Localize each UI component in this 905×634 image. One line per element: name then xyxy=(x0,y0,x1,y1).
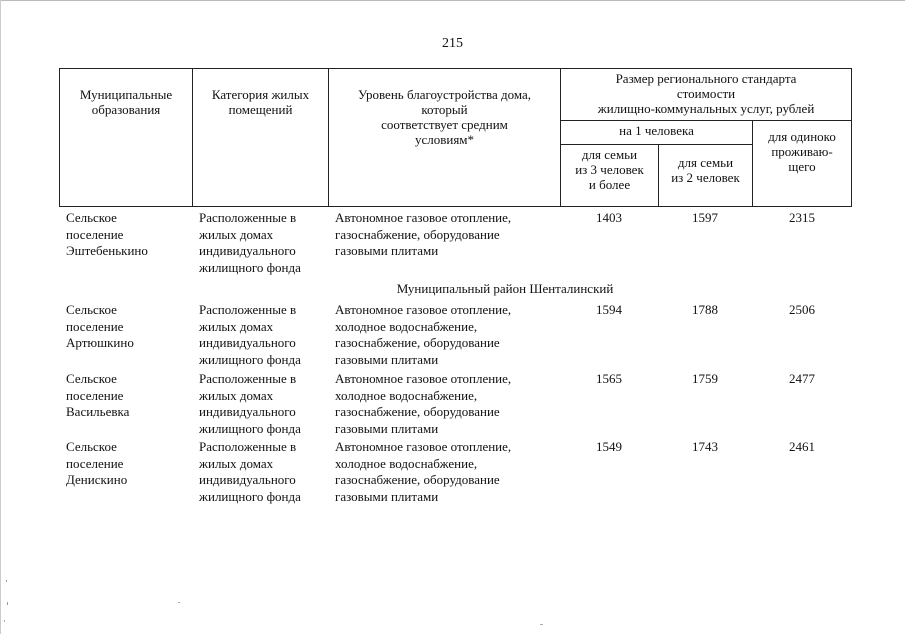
header-municipality: Муниципальные образования xyxy=(60,69,193,207)
header-family-2: для семьи из 2 человек xyxy=(659,145,753,207)
scan-speck xyxy=(540,624,543,625)
cell-category: Расположенные в жилых домах индивидуального жилищного фонда xyxy=(199,371,301,436)
cell-single: 2315 xyxy=(789,210,815,225)
cell-level: Автономное газовое отопление, холодное водоснабжение, газоснабжение, оборудование газовыми плитами xyxy=(335,302,512,367)
cell-municipality: Сельское поселение Васильевка xyxy=(66,371,130,419)
header-standard-size: Размер регионального стандарта стоимости жилищно-коммунальных услуг, рублей xyxy=(561,69,852,121)
cell-municipality: Сельское поселение Денискино xyxy=(66,439,128,487)
scan-speck xyxy=(178,602,180,603)
header-per-person: на 1 человека xyxy=(561,121,753,145)
cell-category: Расположенные в жилых домах индивидуального жилищного фонда xyxy=(199,302,301,367)
cell-family-3: 1565 xyxy=(596,371,622,386)
cell-family-2: 1743 xyxy=(692,439,718,454)
cell-category: Расположенные в жилых домах индивидуального жилищного фонда xyxy=(199,439,301,504)
cell-municipality: Сельское поселение Артюшкино xyxy=(66,302,134,350)
page-number: 215 xyxy=(442,36,463,51)
cell-family-3: 1594 xyxy=(596,302,622,317)
cell-family-2: 1788 xyxy=(692,302,718,317)
cell-level: Автономное газовое отопление, холодное водоснабжение, газоснабжение, оборудование газовыми плитами xyxy=(335,439,512,504)
cell-single: 2506 xyxy=(789,302,815,317)
cell-category: Расположенные в жилых домах индивидуального жилищного фонда xyxy=(199,210,301,275)
header-single: для одиноко проживаю- щего xyxy=(753,121,852,207)
scan-speck xyxy=(7,602,8,605)
header-family-3: для семьи из 3 человек и более xyxy=(561,145,659,207)
header-category: Категория жилых помещений xyxy=(193,69,329,207)
cell-family-2: 1597 xyxy=(692,210,718,225)
cell-level: Автономное газовое отопление, газоснабжение, оборудование газовыми плитами xyxy=(335,210,512,258)
cell-family-2: 1759 xyxy=(692,371,718,386)
cell-single: 2461 xyxy=(789,439,815,454)
district-heading: Муниципальный район Шенталинский xyxy=(396,281,614,296)
cell-single: 2477 xyxy=(789,371,815,386)
cell-family-3: 1403 xyxy=(596,210,622,225)
cell-level: Автономное газовое отопление, холодное водоснабжение, газоснабжение, оборудование газовыми плитами xyxy=(335,371,512,436)
scan-speck xyxy=(6,580,7,582)
header-level: Уровень благоустройства дома, который соответствует средним условиям* xyxy=(329,69,561,207)
cell-family-3: 1549 xyxy=(596,439,622,454)
scan-speck xyxy=(4,620,5,622)
cell-municipality: Сельское поселение Эштебенькино xyxy=(66,210,148,258)
